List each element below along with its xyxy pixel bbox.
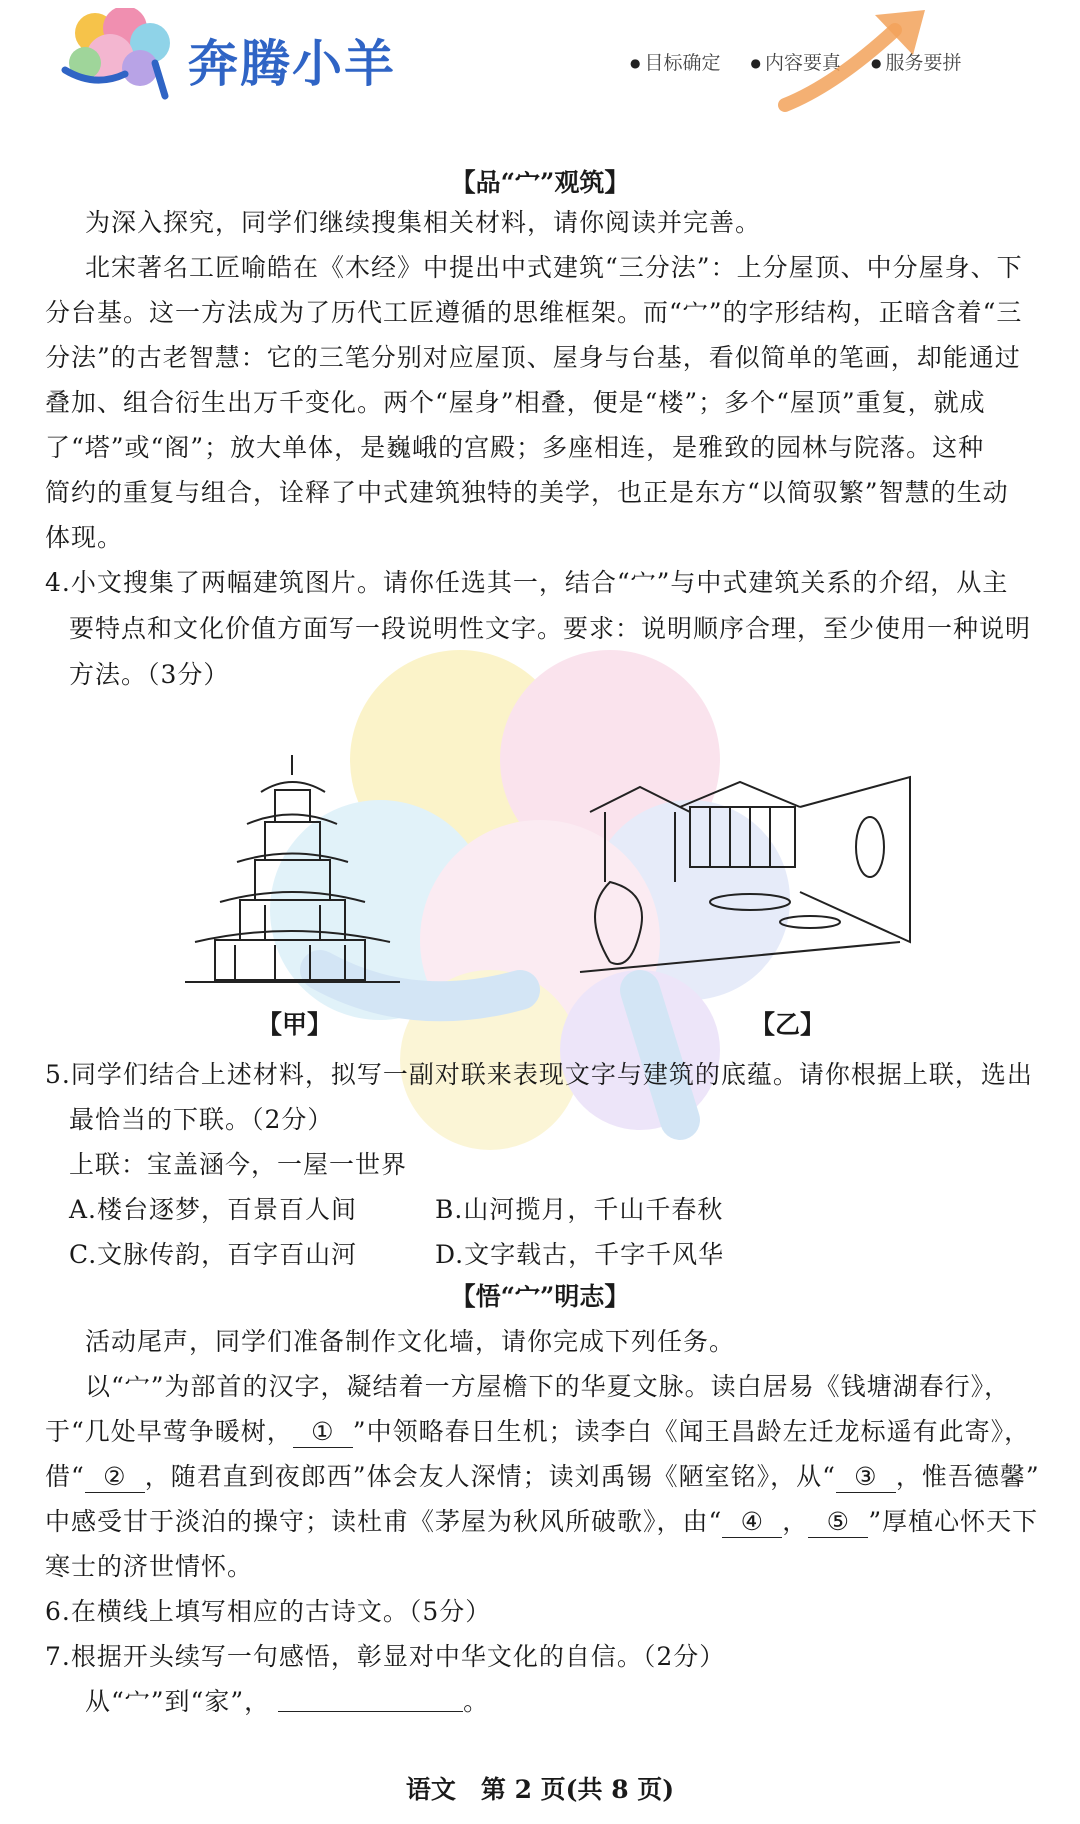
pavilion-picture-jia — [185, 750, 400, 985]
slogan-item: ● 内容要真 — [751, 48, 842, 75]
text: 借“ — [45, 1462, 85, 1491]
fill-blank-2[interactable]: ② — [85, 1462, 145, 1493]
arrow-icon — [775, 5, 945, 115]
brand-name: 奔腾小羊 — [188, 35, 396, 93]
text: ， — [782, 1507, 809, 1536]
paragraph-line — [45, 1462, 1040, 1493]
text: ，随君直到夜郎西”体会友人深情；读刘禹锡《陋室铭》，从“ — [144, 1462, 836, 1491]
question-5-line: 最恰当的下联。（2分） — [69, 1105, 334, 1134]
question-7: 7.根据开头续写一句感悟，彰显对中华文化的自信。（2分） — [45, 1642, 726, 1671]
text: 中感受甘于淡泊的操守；读杜甫《茅屋为秋风所破歌》，由“ — [45, 1507, 723, 1536]
paragraph-line: 以“宀”为部首的汉字，凝结着一方屋檐下的华夏文脉。读白居易《钱塘湖春行》， — [85, 1372, 1011, 1401]
section-title-pin-guan-zhu: 【品“宀”观筑】 — [450, 168, 630, 197]
question-4-line: 方法。（3分） — [69, 660, 230, 689]
slogan-item: ● 目标确定 — [630, 48, 721, 75]
text: ”厚植心怀天下 — [868, 1507, 1039, 1536]
section-intro: 活动尾声，同学们准备制作文化墙，请你完成下列任务。 — [85, 1327, 736, 1356]
option-d: D.文字载古，千字千风华 — [435, 1240, 725, 1269]
question-5: 5.同学们结合上述材料，拟写一副对联来表现文字与建筑的底蕴。请你根据上联，选出 — [45, 1060, 1033, 1089]
paragraph-line: 分法”的古老智慧：它的三笔分别对应屋顶、屋身与台基，看似简单的笔画，却能通过 — [45, 343, 1021, 372]
header — [0, 0, 1080, 120]
text: 于“几处早莺争暖树， — [45, 1417, 293, 1446]
building-pictures — [185, 750, 935, 1040]
answer-end: 。 — [463, 1687, 490, 1716]
text: ”中领略春日生机；读李白《闻王昌龄左迁龙标遥有此寄》， — [352, 1417, 1031, 1446]
fill-blank-3[interactable]: ③ — [836, 1462, 896, 1493]
picture-label-jia: 【甲】 — [257, 1010, 333, 1039]
fill-blank-5[interactable]: ⑤ — [808, 1507, 868, 1538]
fill-blank-1[interactable]: ① — [293, 1417, 353, 1448]
answer-starter: 从“宀”到“家”， — [85, 1687, 271, 1716]
paragraph-line: 体现。 — [45, 523, 124, 552]
paragraph-line: 寒士的济世情怀。 — [45, 1552, 254, 1581]
page-footer: 语文 第 2 页(共 8 页) — [405, 1775, 675, 1804]
text: ，惟吾德馨” — [895, 1462, 1040, 1491]
picture-label-yi: 【乙】 — [750, 1010, 826, 1039]
question-4-line: 要特点和文化价值方面写一段说明性文字。要求：说明顺序合理，至少使用一种说明 — [69, 614, 1032, 643]
slogan-item: ● 服务要拼 — [871, 48, 962, 75]
question-7-answer — [85, 1687, 489, 1717]
brand-logo-icon — [55, 8, 190, 103]
question-6: 6.在横线上填写相应的古诗文。（5分） — [45, 1597, 492, 1626]
option-a: A.楼台逐梦，百景百人间 — [69, 1195, 358, 1224]
paragraph-line — [45, 1417, 1030, 1448]
option-c: C.文脉传韵，百字百山河 — [69, 1240, 358, 1269]
paragraph-line: 简约的重复与组合，诠释了中式建筑独特的美学，也正是东方“以简驭繁”智慧的生动 — [45, 478, 1009, 507]
answer-line[interactable] — [278, 1687, 463, 1712]
couplet-upper: 上联：宝盖涵今，一屋一世界 — [69, 1150, 408, 1179]
fill-blank-4[interactable]: ④ — [722, 1507, 782, 1538]
section-title-wu-ming-zhi: 【悟“宀”明志】 — [450, 1282, 630, 1311]
section-intro: 为深入探究，同学们继续搜集相关材料，请你阅读并完善。 — [85, 208, 762, 237]
paragraph-line — [45, 1507, 1038, 1538]
paragraph-line: 了“塔”或“阁”；放大单体，是巍峨的宫殿；多座相连，是雅致的园林与院落。这种 — [45, 433, 985, 462]
paragraph-line: 分台基。这一方法成为了历代工匠遵循的思维框架。而“宀”的字形结构，正暗含着“三 — [45, 298, 1023, 327]
paragraph-line: 北宋著名工匠喻皓在《木经》中提出中式建筑“三分法”：上分屋顶、中分屋身、下 — [85, 253, 1023, 282]
option-b: B.山河揽月，千山千春秋 — [435, 1195, 724, 1224]
paragraph-line: 叠加、组合衍生出万千变化。两个“屋身”相叠，便是“楼”；多个“屋顶”重复，就成 — [45, 388, 986, 417]
question-4: 4.小文搜集了两幅建筑图片。请你任选其一，结合“宀”与中式建筑关系的介绍，从主 — [45, 568, 1009, 597]
garden-picture-yi — [570, 772, 920, 982]
